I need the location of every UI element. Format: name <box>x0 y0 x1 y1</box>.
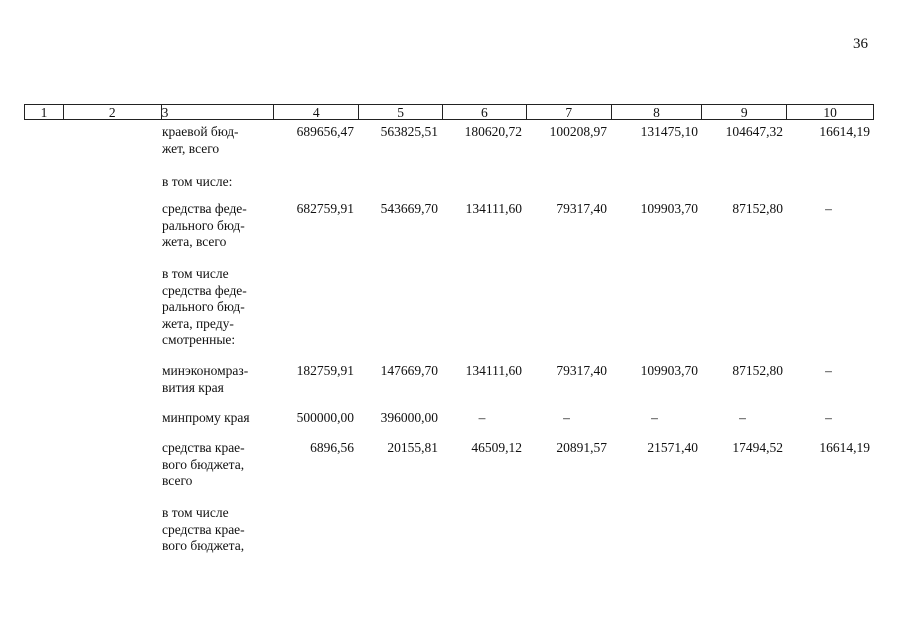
column-header: 8 <box>611 105 702 119</box>
row-description: средства феде- рального бюд- жета, всего <box>162 201 247 249</box>
row-description: в том числе: <box>162 174 233 189</box>
table-row <box>24 201 874 266</box>
table-row <box>24 124 874 174</box>
value-cell: 543669,70 <box>380 201 438 216</box>
value-cell: 87152,80 <box>732 363 783 378</box>
value-cell: 104647,32 <box>725 124 783 139</box>
budget-table <box>24 104 874 560</box>
value-cell: – <box>825 201 832 216</box>
table-header-row <box>24 104 874 120</box>
column-header: 7 <box>526 105 611 119</box>
value-cell: 87152,80 <box>732 201 783 216</box>
value-cell: 100208,97 <box>549 124 607 139</box>
value-cell: – <box>651 410 658 425</box>
column-header: 3 <box>161 105 274 119</box>
value-cell: – <box>825 363 832 378</box>
value-cell: 134111,60 <box>465 201 522 216</box>
value-cell: – <box>478 410 486 425</box>
column-header: 6 <box>442 105 526 119</box>
value-cell: 6896,56 <box>310 440 354 455</box>
page-number: 36 <box>853 36 868 52</box>
value-cell: 134111,60 <box>465 363 522 378</box>
value-cell: 689656,47 <box>296 124 354 139</box>
value-cell: 563825,51 <box>380 124 438 139</box>
value-cell: 109903,70 <box>640 201 698 216</box>
value-cell: 46509,12 <box>471 440 522 455</box>
table-row <box>24 363 874 410</box>
column-header: 1 <box>40 105 48 120</box>
value-cell: 79317,40 <box>556 201 607 216</box>
value-cell: 147669,70 <box>380 363 438 378</box>
row-description: минпрому края <box>162 410 250 425</box>
table-row <box>24 410 874 440</box>
value-cell: – <box>563 410 570 425</box>
column-header: 5 <box>358 105 442 119</box>
value-cell: 182759,91 <box>296 363 354 378</box>
value-cell: 16614,19 <box>819 440 870 455</box>
row-description: в том числе средства феде- рального бюд- жета, преду- смотренные: <box>162 266 247 347</box>
row-description: минэкономраз- вития края <box>162 363 249 395</box>
row-description: краевой бюд- жет, всего <box>162 124 239 156</box>
column-header: 2 <box>63 105 161 119</box>
value-cell: 500000,00 <box>296 410 354 425</box>
value-cell: – <box>825 410 832 425</box>
value-cell: 20891,57 <box>556 440 607 455</box>
value-cell: – <box>739 410 746 425</box>
value-cell: 21571,40 <box>647 440 698 455</box>
value-cell: 16614,19 <box>819 124 870 139</box>
row-description: в том числе средства крае- вого бюджета, <box>162 505 245 553</box>
value-cell: 79317,40 <box>556 363 607 378</box>
table-row <box>24 174 874 201</box>
value-cell: 682759,91 <box>296 201 354 216</box>
column-header: 10 <box>786 105 873 119</box>
table-row <box>24 505 874 560</box>
value-cell: 17494,52 <box>732 440 783 455</box>
value-cell: 131475,10 <box>640 124 698 139</box>
column-header: 9 <box>701 105 786 119</box>
value-cell: 396000,00 <box>380 410 438 425</box>
table-row <box>24 266 874 363</box>
table-row <box>24 440 874 505</box>
value-cell: 109903,70 <box>640 363 698 378</box>
row-description: средства крае- вого бюджета, всего <box>162 440 245 488</box>
value-cell: 180620,72 <box>464 124 522 139</box>
column-header: 4 <box>273 105 358 119</box>
value-cell: 20155,81 <box>387 440 438 455</box>
